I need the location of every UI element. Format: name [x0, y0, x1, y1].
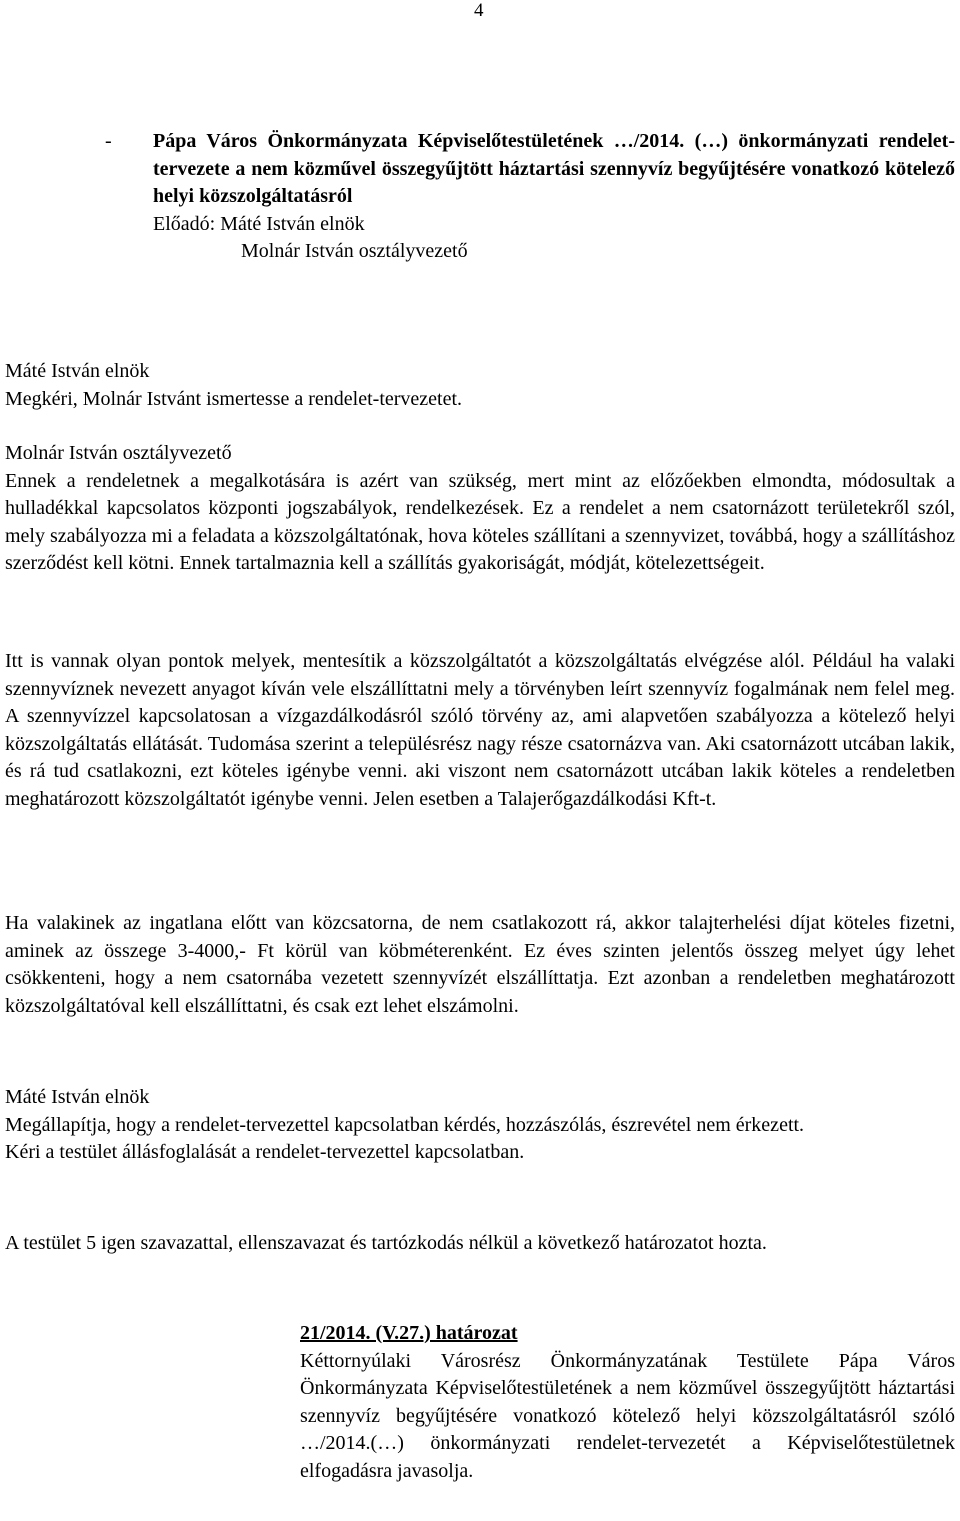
speech-block [5, 358, 955, 413]
speech-paragraph: Megállapítja, hogy a rendelet-tervezettel kapcsolatban kérdés, hozzászólás, észrevétel nem érkezett. [5, 1113, 805, 1136]
speech-paragraph: Ennek a rendeletnek a megalkotására is azért van szükség, mert mint az előzőekben elmondta, módosultak a hulladékkal kapcsolatos központi jogszabályok, rendelkezések. Ez a rendelet a nem csatornázott területekről szól, mely szabályozza mi a feladata a közszolgáltatónak, hova köteles szállítani a szennyvizet, továbbá, hogy a szállításhoz szerződést kell kötni. Ennek tartalmaznia kell a szállítás gyakoriságát, módját, kötelezettségeit. [5, 469, 955, 574]
speech-paragraph: Itt is vannak olyan pontok melyek, mentesítik a közszolgáltatót a közszolgáltatás elvégzése alól. Például ha valaki szennyvíznek nevezett anyagot kíván vele elszállíttatni mely a törvényben leírt szennyvíz fogalmának nem felel meg. A szennyvízzel kapcsolatosan a vízgazdálkodásról szóló törvény az, ami alapvetően szabályozza a kötelező helyi közszolgáltatás ellátását. Tudomása szerint a településrész nagy része csatornázva van. Aki csatornázott utcában lakik, és rá tud csatlakozni, ezt köteles igénybe venni. aki viszont nem csatornázott utcában lakik köteles a rendeletben meghatározott közszolgáltatót igénybe venni. Jelen esetben a Talajerőgazdálkodási Kft-t. [5, 650, 955, 810]
speech-block [5, 1084, 955, 1167]
vote-text: A testület 5 igen szavazattal, ellenszavazat és tartózkodás nélkül a következő határozatot hozta. [5, 1232, 767, 1254]
resolution [300, 1320, 955, 1485]
speech-block-continued [5, 910, 955, 1020]
page-number: 4 [474, 0, 484, 21]
speaker-name: Máté István elnök [5, 360, 150, 382]
agenda-dash: - [105, 130, 112, 152]
speech-block-continued [5, 648, 955, 813]
vote-statement [5, 1230, 955, 1258]
resolution-text: Kéttornyúlaki Városrész Önkormányzatának Testülete Pápa Város Önkormányzata Képviselőtestületének a nem közművel összegyűjtött háztartási szennyvíz begyűjtésére vonatkozó kötelező helyi közszolgáltatásról szóló …/2014.(…) önkormányzati rendelet-tervezetét a Képviselőtestületnek elfogadásra javasolja. [300, 1349, 955, 1482]
speaker-name: Máté István elnök [5, 1086, 150, 1108]
agenda-presenter: Előadó: Máté István elnök [153, 212, 365, 235]
speech-block [5, 440, 955, 578]
agenda-item [105, 128, 955, 266]
speech-paragraph: Kéri a testület állásfoglalását a rendelet-tervezettel kapcsolatban. [5, 1141, 525, 1163]
resolution-title: 21/2014. (V.27.) határozat [300, 1322, 518, 1344]
speech-paragraph: Megkéri, Molnár Istvánt ismertesse a rendelet-tervezetet. [5, 387, 463, 410]
agenda-title: Pápa Város Önkormányzata Képviselőtestületének …/2014. (…) önkormányzati rendelet-tervezete a nem közművel összegyűjtött háztartási szennyvíz begyűjtésére vonatkozó kötelező helyi közszolgáltatásról [153, 130, 955, 207]
speaker-name: Molnár István osztályvezető [5, 442, 232, 464]
speech-paragraph: Ha valakinek az ingatlana előtt van közcsatorna, de nem csatlakozott rá, akkor talajterhelési díjat köteles fizetni, aminek az összege 3-4000,- Ft körül van köbméterenként. Ez éves szinten jelentős összeg melyet úgy lehet csökkenteni, hogy a nem csatornába vezetett szennyvízét elszállíttatja. Ezt azonban a rendeletben meghatározott közszolgáltatóval kell elszállíttatni, és csak ezt lehet elszámolni. [5, 912, 955, 1017]
agenda-presenter-second: Molnár István osztályvezető [241, 240, 468, 262]
